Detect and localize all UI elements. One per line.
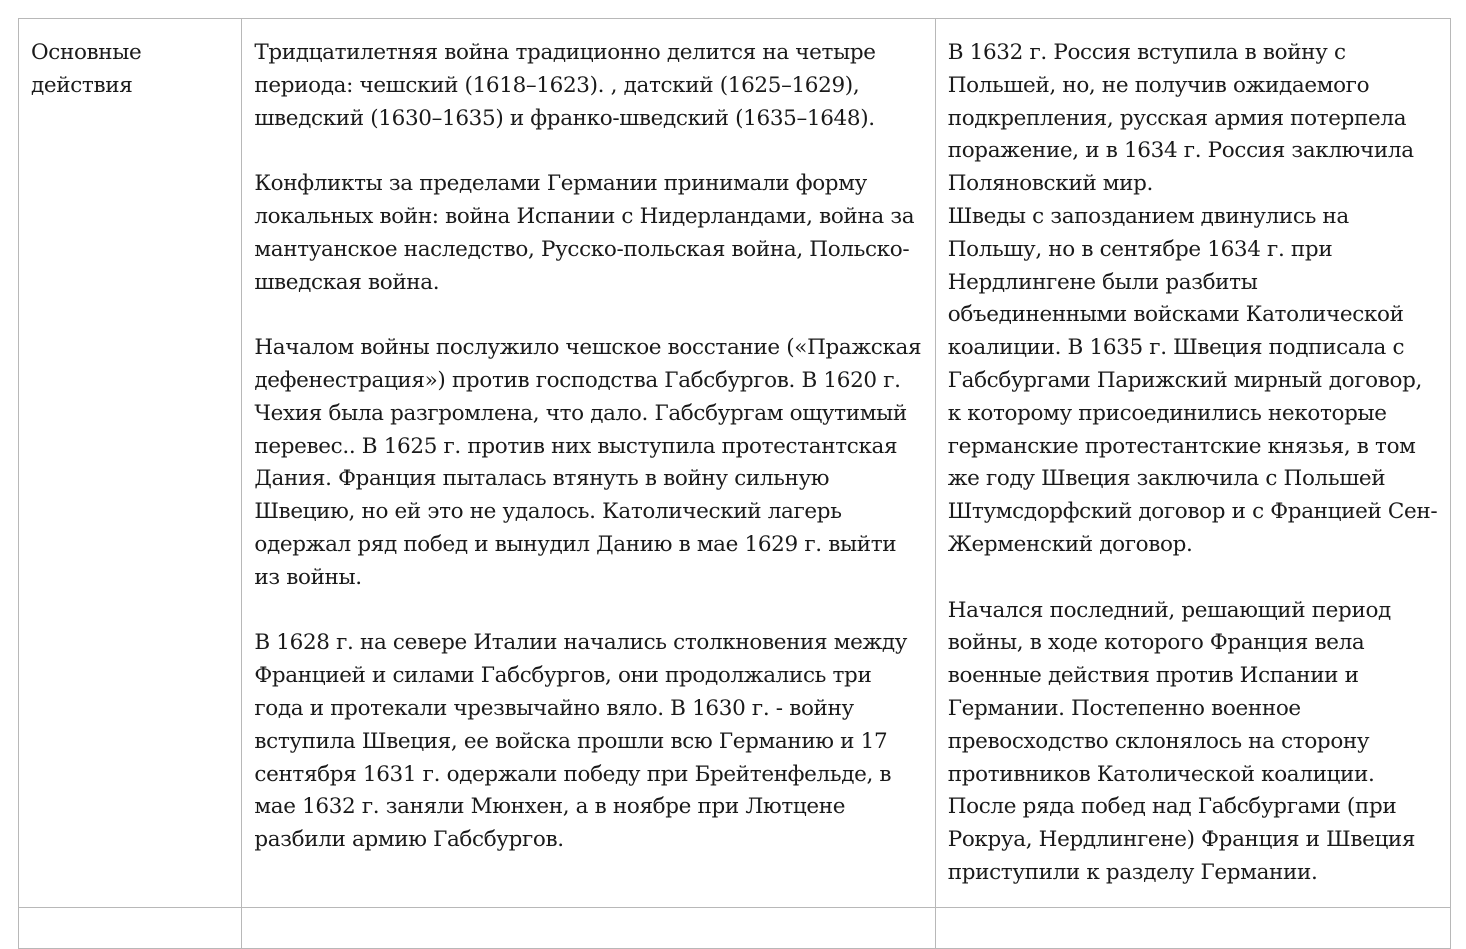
middle-paragraph-1: Тридцатилетняя война традиционно делится на четыре периода: чешский (1618–1623). , датский (1625–1629), шведский (1630–1635) и франко-шведский (1635–1648). <box>254 40 876 131</box>
empty-cell <box>242 908 935 949</box>
row-label-cell <box>19 19 242 908</box>
empty-cell <box>935 908 1450 949</box>
right-cell <box>935 19 1450 908</box>
empty-cell <box>19 908 242 949</box>
right-paragraph-1: В 1632 г. Россия вступила в войну с Польшей, но, не получив ожидаемого подкрепления, русская армия потерпела поражение, и в 1634 г. Россия заключила Поляновский мир. <box>947 40 1414 197</box>
middle-paragraph-3: Началом войны послужило чешское восстание («Пражская дефенестрация») против господства Габсбургов. В 1620 г. Чехия была разгромлена, что дало. Габсбургам ощутимый перевес.. В 1625 г. против них выступила протестантская Дания. Франция пыталась втянуть в войну сильную Швецию, но ей это не удалось. Католический лагерь одержал ряд побед и вынудил Данию в мае 1629 г. выйти из войны. <box>254 335 922 590</box>
row-label: Основные действия <box>31 40 142 98</box>
middle-paragraph-4: В 1628 г. на севере Италии начались столкновения между Францией и силами Габсбургов, они продолжались три года и протекали чрезвычайно вяло. В 1630 г. - войну вступила Швеция, ее войска прошли всю Германию и 17 сентября 1631 г. одержали победу при Брейтенфельде, в мае 1632 г. заняли Мюнхен, а в ноябре при Лютцене разбили армию Габсбургов. <box>254 630 908 853</box>
middle-paragraph-2: Конфликты за пределами Германии принимали форму локальных войн: война Испании с Нидерландами, война за мантуанское наследство, Русско-польская война, Польско-шведская война. <box>254 171 915 295</box>
middle-cell <box>242 19 935 908</box>
table-row <box>19 19 1451 908</box>
history-table <box>18 18 1451 949</box>
right-paragraph-2: Шведы с запозданием двинулись на Польшу, но в сентябре 1634 г. при Нердлингене были разбиты объединенными войсками Католической коалиции. В 1635 г. Швеция подписала с Габсбургами Парижский мирный договор, к которому присоединились некоторые германские протестантские князья, в том же году Швеция заключила с Польшей Штумсдорфский договор и с Францией Сен-Жерменский договор. <box>947 203 1438 557</box>
table-row <box>19 908 1451 949</box>
right-paragraph-3: Начался последний, решающий период войны, в ходе которого Франция вела военные действия против Испании и Германии. Постепенно военное превосходство склонялось на сторону противников Католической коалиции. После ряда побед над Габсбургами (при Рокруа, Нердлингене) Франция и Швеция приступили к разделу Германии. <box>947 597 1416 885</box>
